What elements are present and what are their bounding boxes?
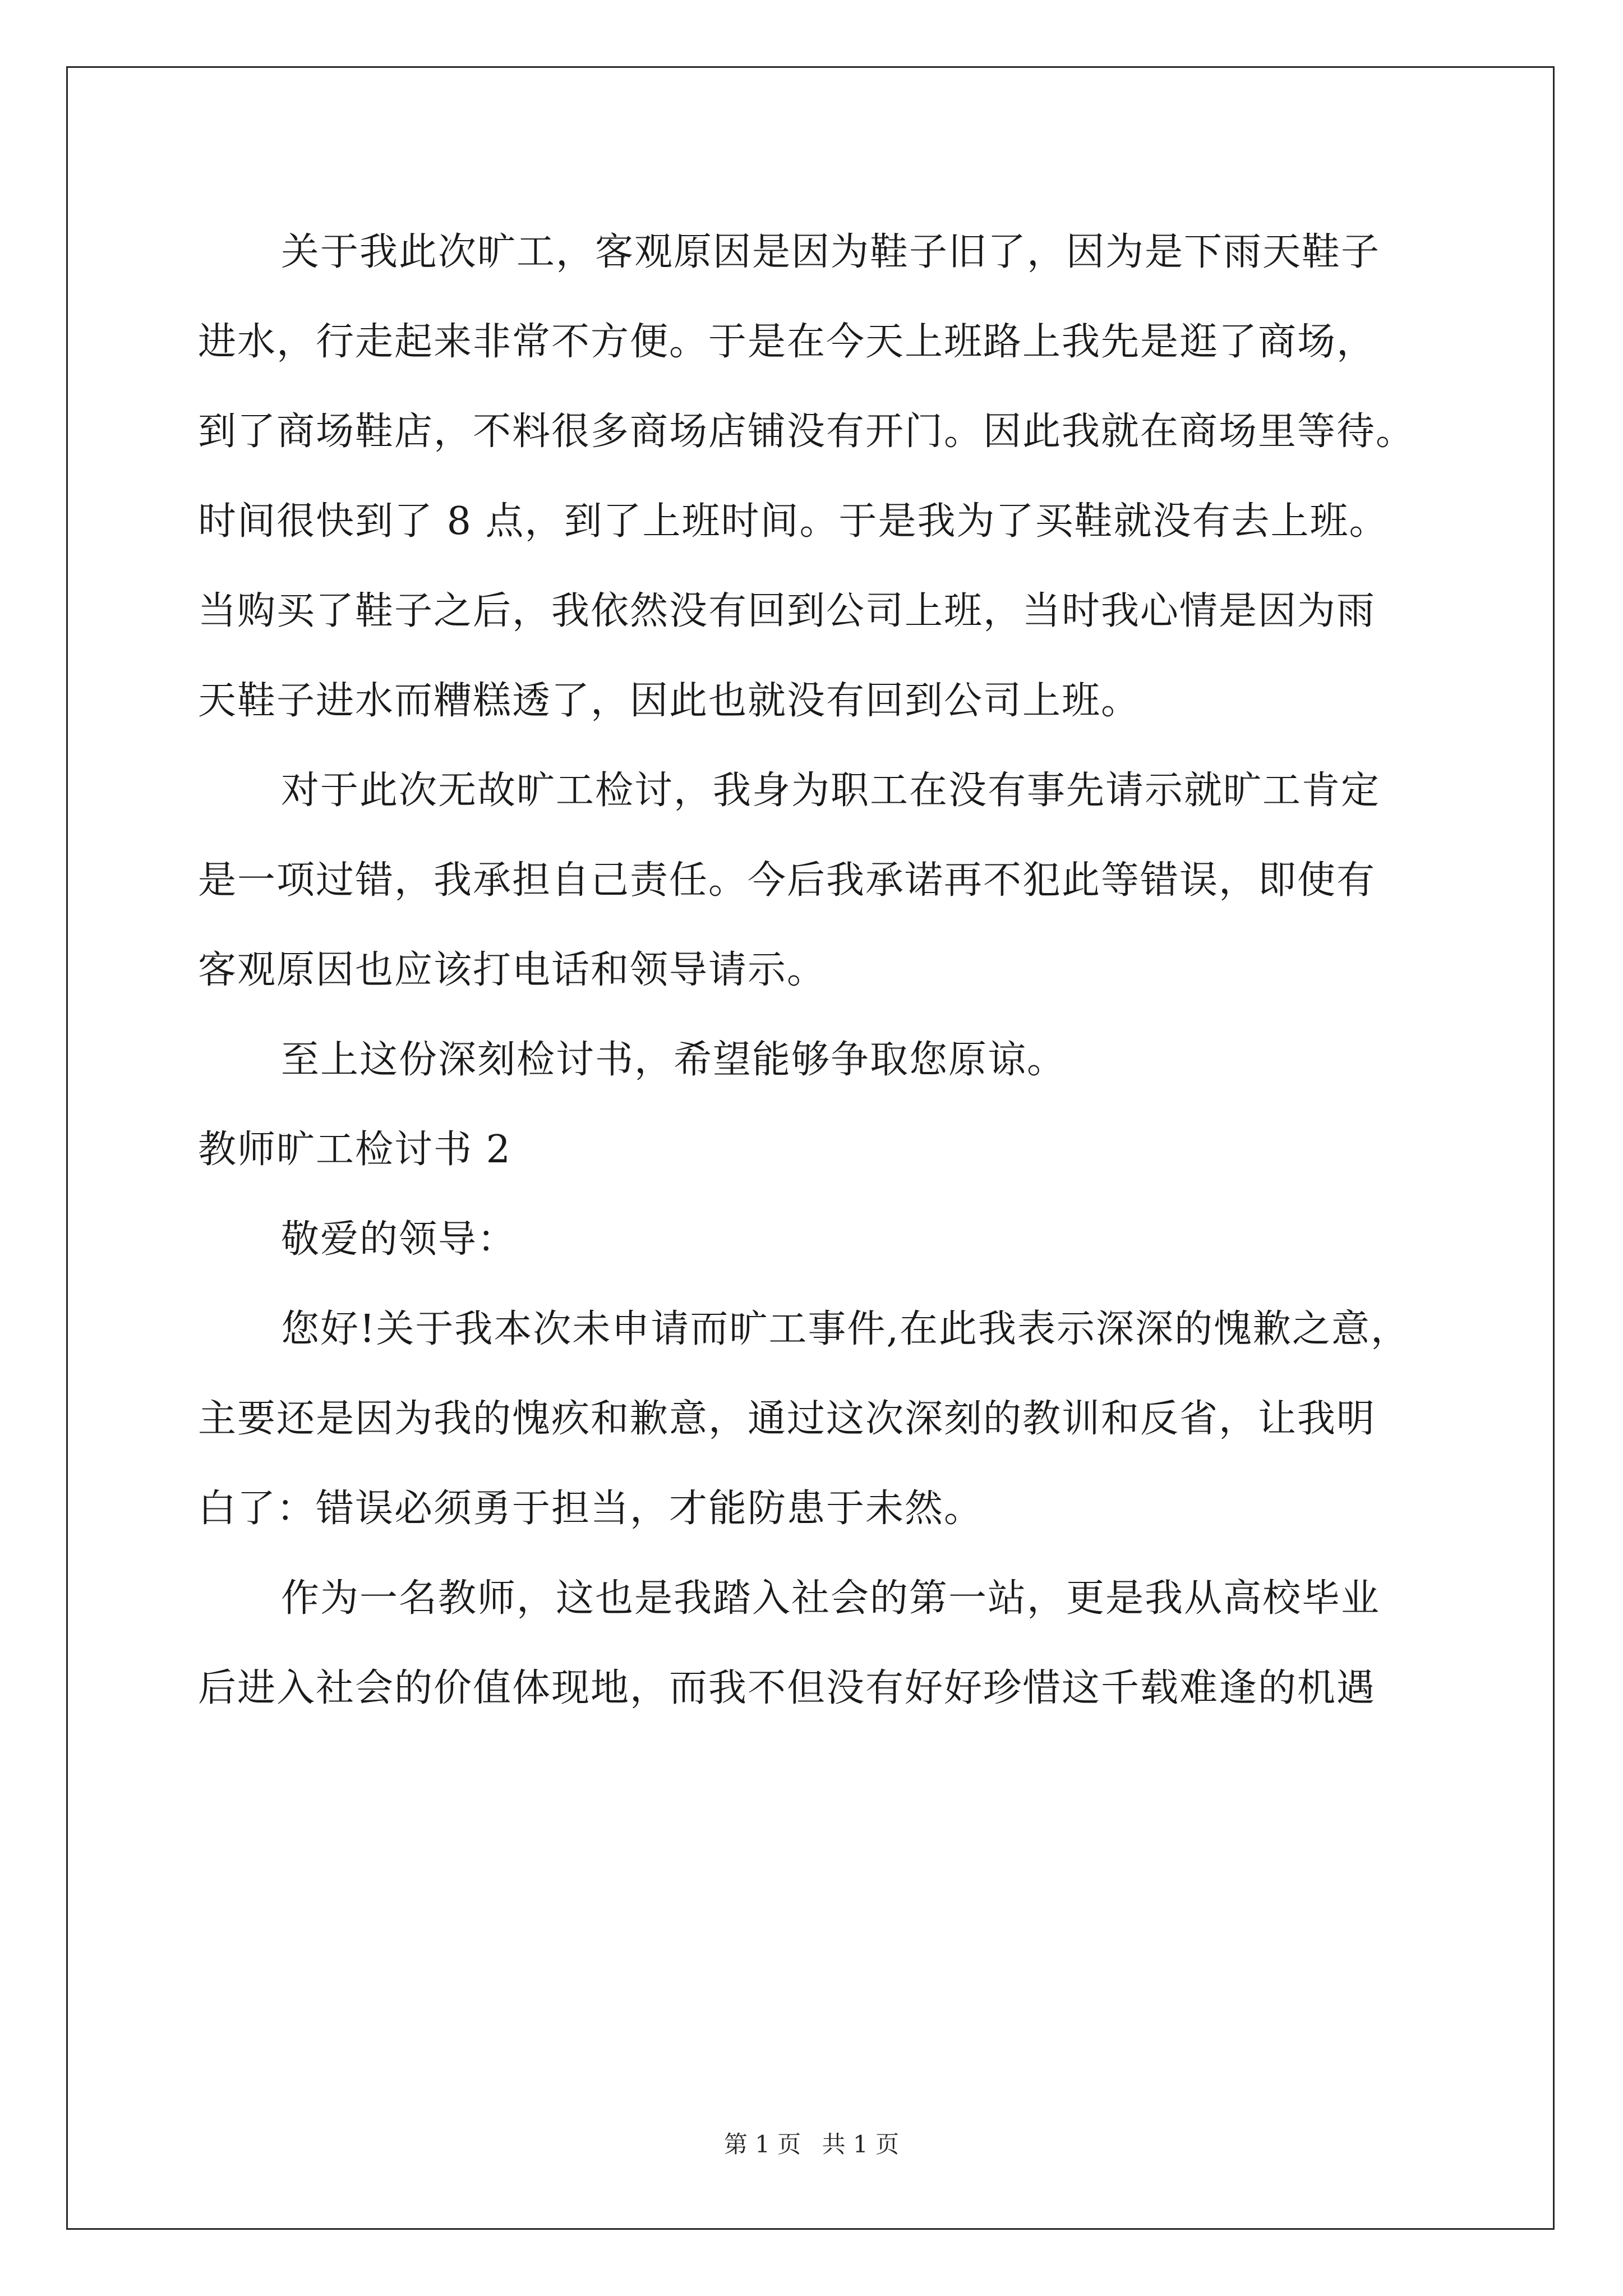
paragraph-line: 作为一名教师，这也是我踏入社会的第一站，更是我从高校毕业 xyxy=(281,1576,1381,1621)
section-heading: 教师旷工检讨书 2 xyxy=(198,1128,511,1172)
page-footer xyxy=(0,2126,1623,2160)
paragraph-line: 关于我此次旷工，客观原因是因为鞋子旧了，因为是下雨天鞋子 xyxy=(281,230,1381,274)
paragraph-line: 到了商场鞋店，不料很多商场店铺没有开门。因此我就在商场里等待。 xyxy=(198,409,1415,454)
page-number: 第 1 页 xyxy=(723,2131,801,2158)
paragraph-line: 当购买了鞋子之后，我依然没有回到公司上班，当时我心情是因为雨 xyxy=(198,589,1376,633)
paragraph-line: 客观原因也应该打电话和领导请示。 xyxy=(198,948,827,992)
paragraph-line: 主要还是因为我的愧疚和歉意，通过这次深刻的教训和反省，让我明 xyxy=(198,1397,1376,1441)
paragraph-line: 天鞋子进水而糟糕透了，因此也就没有回到公司上班。 xyxy=(198,679,1141,723)
salutation: 敬爱的领导： xyxy=(281,1217,517,1262)
paragraph-line: 进水，行走起来非常不方便。于是在今天上班路上我先是逛了商场， xyxy=(198,320,1376,364)
paragraph-line: 至上这份深刻检讨书，希望能够争取您原谅。 xyxy=(281,1038,1067,1082)
paragraph-line: 对于此次无故旷工检讨，我身为职工在没有事先请示就旷工肯定 xyxy=(281,769,1381,813)
paragraph-line: 时间很快到了 8 点，到了上班时间。于是我为了买鞋就没有去上班。 xyxy=(198,499,1389,544)
paragraph-line: 您好!关于我本次未申请而旷工事件,在此我表示深深的愧歉之意， xyxy=(281,1307,1410,1351)
paragraph-line: 后进入社会的价值体现地，而我不但没有好好珍惜这千载难逢的机遇 xyxy=(198,1666,1376,1710)
page-total: 共 1 页 xyxy=(822,2131,900,2158)
paragraph-line: 白了：错误必须勇于担当，才能防患于未然。 xyxy=(198,1487,984,1531)
paragraph-line: 是一项过错，我承担自己责任。今后我承诺再不犯此等错误，即使有 xyxy=(198,858,1376,903)
